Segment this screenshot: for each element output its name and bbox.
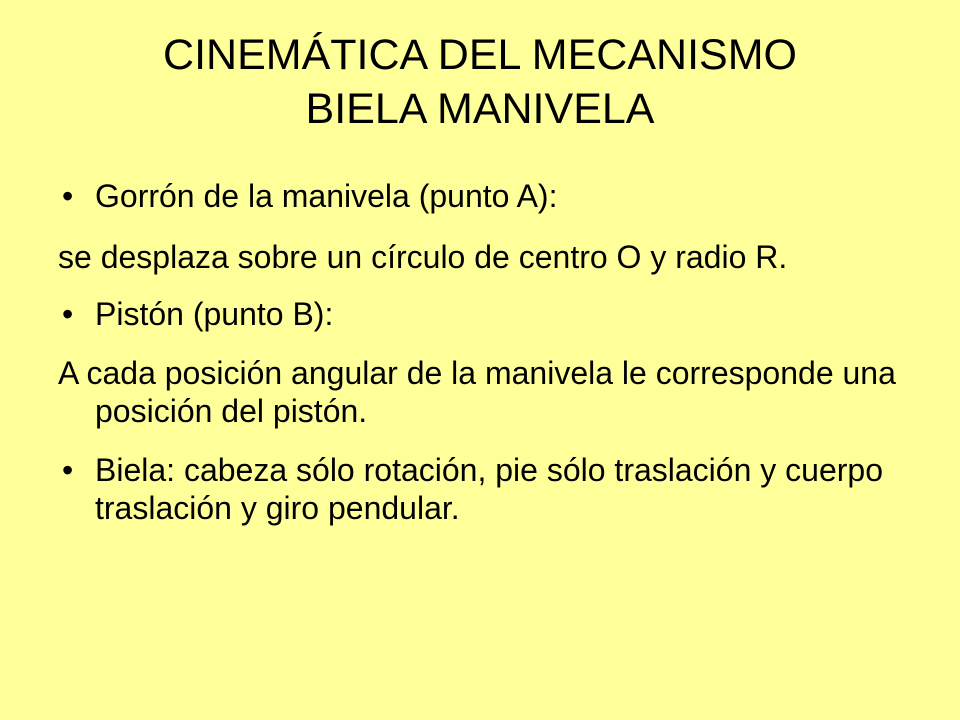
bullet-marker: •: [62, 178, 74, 214]
bullet-item-connecting-rod: [0, 451, 960, 527]
bullet-marker: •: [62, 296, 74, 332]
bullet-text: Pistón (punto B):: [95, 296, 334, 332]
slide-title: [48, 28, 912, 136]
bullet-item-piston: [0, 295, 960, 333]
bullet-text: Gorrón de la manivela (punto A):: [95, 178, 558, 214]
paragraph-crank-pin-description: se desplaza sobre un círculo de centro O y radio R.: [58, 239, 788, 275]
bullet-item-crank-pin: [0, 177, 960, 215]
title-line-2: BIELA MANIVELA: [305, 85, 655, 133]
paragraph-piston-description: A cada posición angular de la manivela le corresponde una posición del pistón.: [58, 355, 896, 429]
title-line-1: CINEMÁTICA DEL MECANISMO: [163, 31, 797, 79]
bullet-marker: •: [62, 452, 74, 488]
bullet-text: Biela: cabeza sólo rotación, pie sólo traslación y cuerpo traslación y giro pendular.: [95, 452, 883, 526]
slide-body: [0, 170, 960, 527]
